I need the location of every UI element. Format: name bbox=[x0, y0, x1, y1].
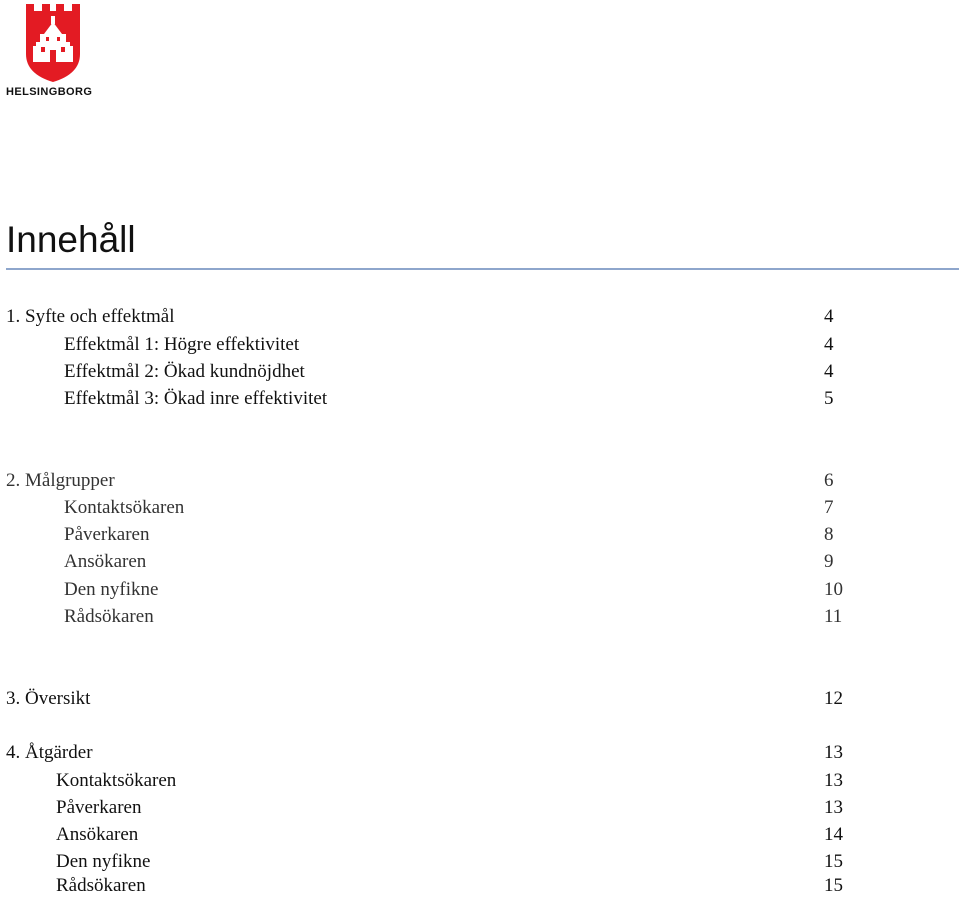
toc-entry-title: Påverkaren bbox=[56, 797, 142, 818]
toc-entry-page: 15 bbox=[824, 851, 843, 872]
toc-entry-effektmal-2[interactable] bbox=[0, 358, 960, 385]
toc-entry-effektmal-3[interactable] bbox=[0, 385, 960, 412]
toc-entry-page: 4 bbox=[824, 334, 834, 355]
logo-wordmark: HELSINGBORG bbox=[6, 86, 93, 98]
toc-entry-paverkaren[interactable] bbox=[0, 521, 960, 548]
toc-entry-atgard-ansokaren[interactable] bbox=[0, 821, 960, 848]
toc-entry-atgard-den-nyfikne[interactable] bbox=[0, 848, 960, 875]
toc-entry-title: Påverkaren bbox=[64, 524, 150, 545]
toc-entry-page: 12 bbox=[824, 688, 843, 709]
toc-entry-atgard-kontaktsokaren[interactable] bbox=[0, 767, 960, 794]
toc-entry-section-1[interactable] bbox=[0, 303, 960, 330]
toc-entry-ansokaren[interactable] bbox=[0, 548, 960, 575]
toc-entry-page: 5 bbox=[824, 388, 834, 409]
toc-entry-page: 15 bbox=[824, 875, 843, 896]
toc-entry-title: Kontaktsökaren bbox=[56, 770, 177, 791]
toc-entry-title: Den nyfikne bbox=[64, 579, 159, 600]
toc-entry-page: 13 bbox=[824, 742, 843, 763]
toc-entry-title: 4. Åtgärder bbox=[6, 742, 93, 763]
toc-entry-page: 7 bbox=[824, 497, 834, 518]
toc-entry-page: 11 bbox=[824, 606, 843, 627]
toc-entry-page: 4 bbox=[824, 361, 834, 382]
toc-entry-page: 8 bbox=[824, 524, 834, 545]
toc-entry-title: Effektmål 1: Högre effektivitet bbox=[64, 334, 300, 355]
toc-entry-title: Kontaktsökaren bbox=[64, 497, 185, 518]
toc-entry-title: 3. Översikt bbox=[6, 688, 91, 709]
toc-entry-kontaktsokaren[interactable] bbox=[0, 494, 960, 521]
toc-entry-page: 9 bbox=[824, 551, 834, 572]
toc-entry-atgard-paverkaren[interactable] bbox=[0, 794, 960, 821]
toc-entry-radsokaren[interactable] bbox=[0, 603, 960, 630]
toc-entry-title: 2. Målgrupper bbox=[6, 470, 115, 491]
toc-entry-effektmal-1[interactable] bbox=[0, 331, 960, 358]
toc-entry-page: 6 bbox=[824, 470, 834, 491]
toc-entry-section-3[interactable] bbox=[0, 685, 960, 712]
city-crest-icon bbox=[24, 2, 82, 82]
toc-entry-atgard-radsokaren[interactable] bbox=[0, 872, 960, 899]
helsingborg-logo bbox=[6, 2, 100, 100]
toc-entry-section-2[interactable] bbox=[0, 467, 960, 494]
toc-entry-page: 13 bbox=[824, 770, 843, 791]
toc-entry-title: Effektmål 2: Ökad kundnöjdhet bbox=[64, 361, 305, 382]
toc-entry-title: Ansökaren bbox=[56, 824, 139, 845]
toc-entry-title: Rådsökaren bbox=[56, 875, 146, 896]
toc-entry-title: Ansökaren bbox=[64, 551, 147, 572]
toc-entry-title: Den nyfikne bbox=[56, 851, 151, 872]
toc-entry-section-4[interactable] bbox=[0, 739, 960, 766]
page-title: Innehåll bbox=[6, 219, 136, 260]
toc-entry-page: 14 bbox=[824, 824, 843, 845]
toc-entry-den-nyfikne[interactable] bbox=[0, 576, 960, 603]
title-divider bbox=[6, 268, 959, 270]
toc-entry-title: 1. Syfte och effektmål bbox=[6, 306, 175, 327]
toc-entry-page: 10 bbox=[824, 579, 843, 600]
toc-entry-title: Rådsökaren bbox=[64, 606, 154, 627]
toc-entry-page: 13 bbox=[824, 797, 843, 818]
toc-entry-title: Effektmål 3: Ökad inre effektivitet bbox=[64, 388, 328, 409]
toc-entry-page: 4 bbox=[824, 306, 834, 327]
